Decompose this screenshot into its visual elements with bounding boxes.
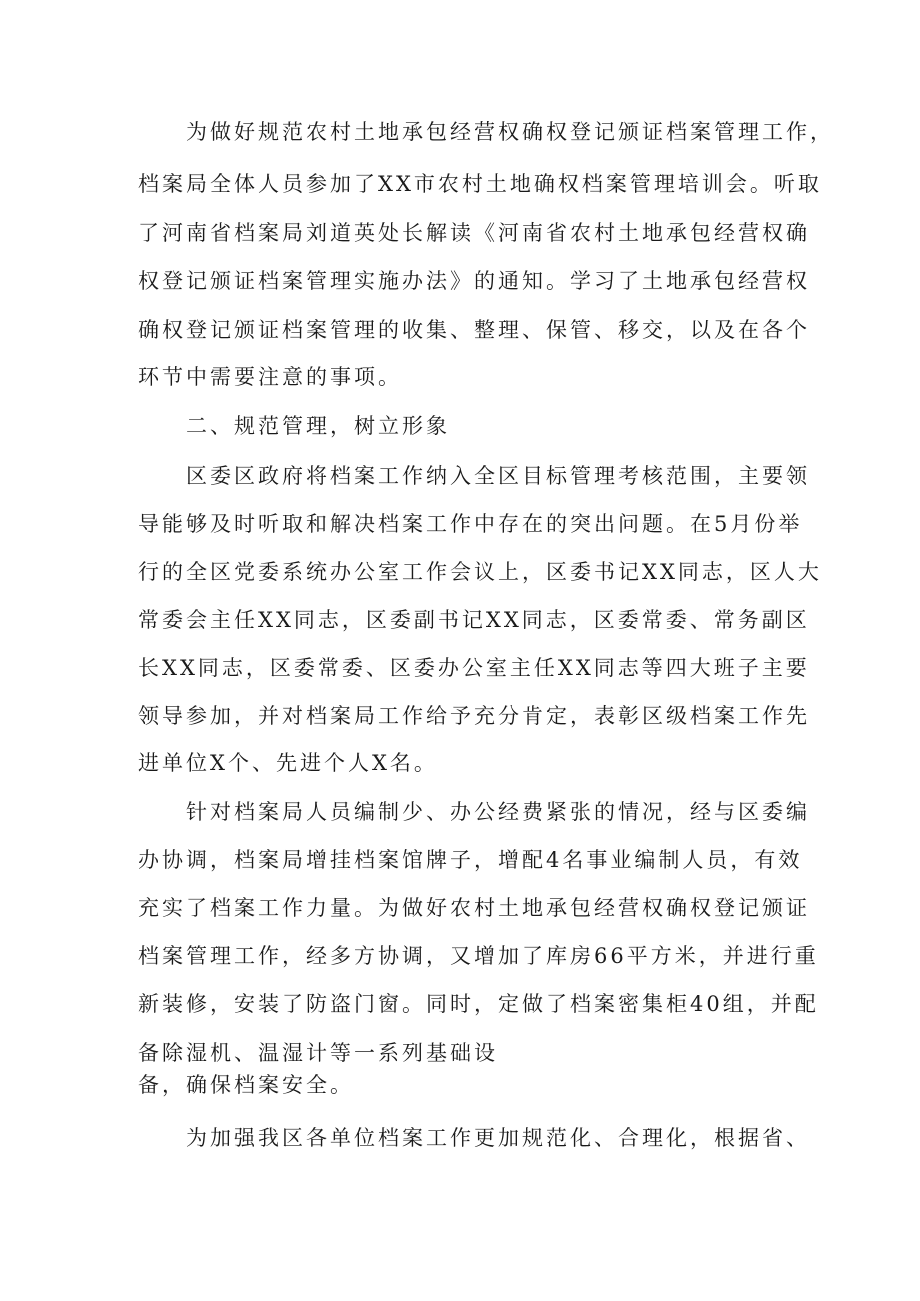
paragraph-2-line-3: 行的全区党委系统办公室工作会议上，区委书记XX同志，区人大 — [138, 560, 822, 584]
section-heading: 二、规范管理，树立形象 — [186, 414, 450, 438]
paragraph-2-line-7: 进单位X个、先进个人X名。 — [138, 751, 438, 775]
paragraph-3-line-1: 针对档案局人员编制少、办公经费紧张的情况，经与区委编 — [186, 800, 810, 824]
paragraph-2-line-2: 导能够及时听取和解决档案工作中存在的突出问题。在5月份举 — [138, 512, 803, 536]
paragraph-3-line-6: 备除湿机、温湿计等一系列基础设 — [138, 1041, 498, 1065]
paragraph-1-line-2: 档案局全体人员参加了XX市农村土地确权档案管理培训会。听取 — [138, 172, 822, 196]
paragraph-3-line-5: 新装修，安装了防盗门窗。同时，定做了档案密集柜40组，并配 — [138, 992, 819, 1016]
paragraph-3-line-2: 办协调，档案局增挂档案馆牌子，增配4名事业编制人员，有效 — [138, 848, 803, 872]
paragraph-1-line-5: 确权登记颁证档案管理的收集、整理、保管、移交，以及在各个 — [138, 318, 810, 342]
paragraph-2-line-5: 长XX同志，区委常委、区委办公室主任XX同志等四大班子主要 — [138, 656, 810, 680]
paragraph-1-line-4: 权登记颁证档案管理实施办法》的通知。学习了土地承包经营权 — [138, 269, 810, 293]
paragraph-1-line-3: 了河南省档案局刘道英处长解读《河南省农村土地承包经营权确 — [138, 221, 810, 245]
paragraph-1-line-1: 为做好规范农村土地承包经营权确权登记颁证档案管理工作， — [186, 120, 834, 144]
paragraph-3-line-3: 充实了档案工作力量。为做好农村土地承包经营权确权登记颁证 — [138, 896, 810, 920]
paragraph-1-line-6: 环节中需要注意的事项。 — [138, 365, 402, 389]
paragraph-2-line-1: 区委区政府将档案工作纳入全区目标管理考核范围，主要领 — [186, 464, 810, 488]
paragraph-4-line-1: 为加强我区各单位档案工作更加规范化、合理化，根据省、 — [186, 1126, 810, 1150]
paragraph-2-line-6: 领导参加，并对档案局工作给予充分肯定，表彰区级档案工作先 — [138, 704, 810, 728]
paragraph-3-line-7: 备，确保档案安全。 — [138, 1073, 354, 1097]
paragraph-3-line-4: 档案管理工作，经多方协调，又增加了库房66平方米，并进行重 — [138, 944, 819, 968]
paragraph-2-line-4: 常委会主任XX同志，区委副书记XX同志，区委常委、常务副区 — [138, 608, 810, 632]
